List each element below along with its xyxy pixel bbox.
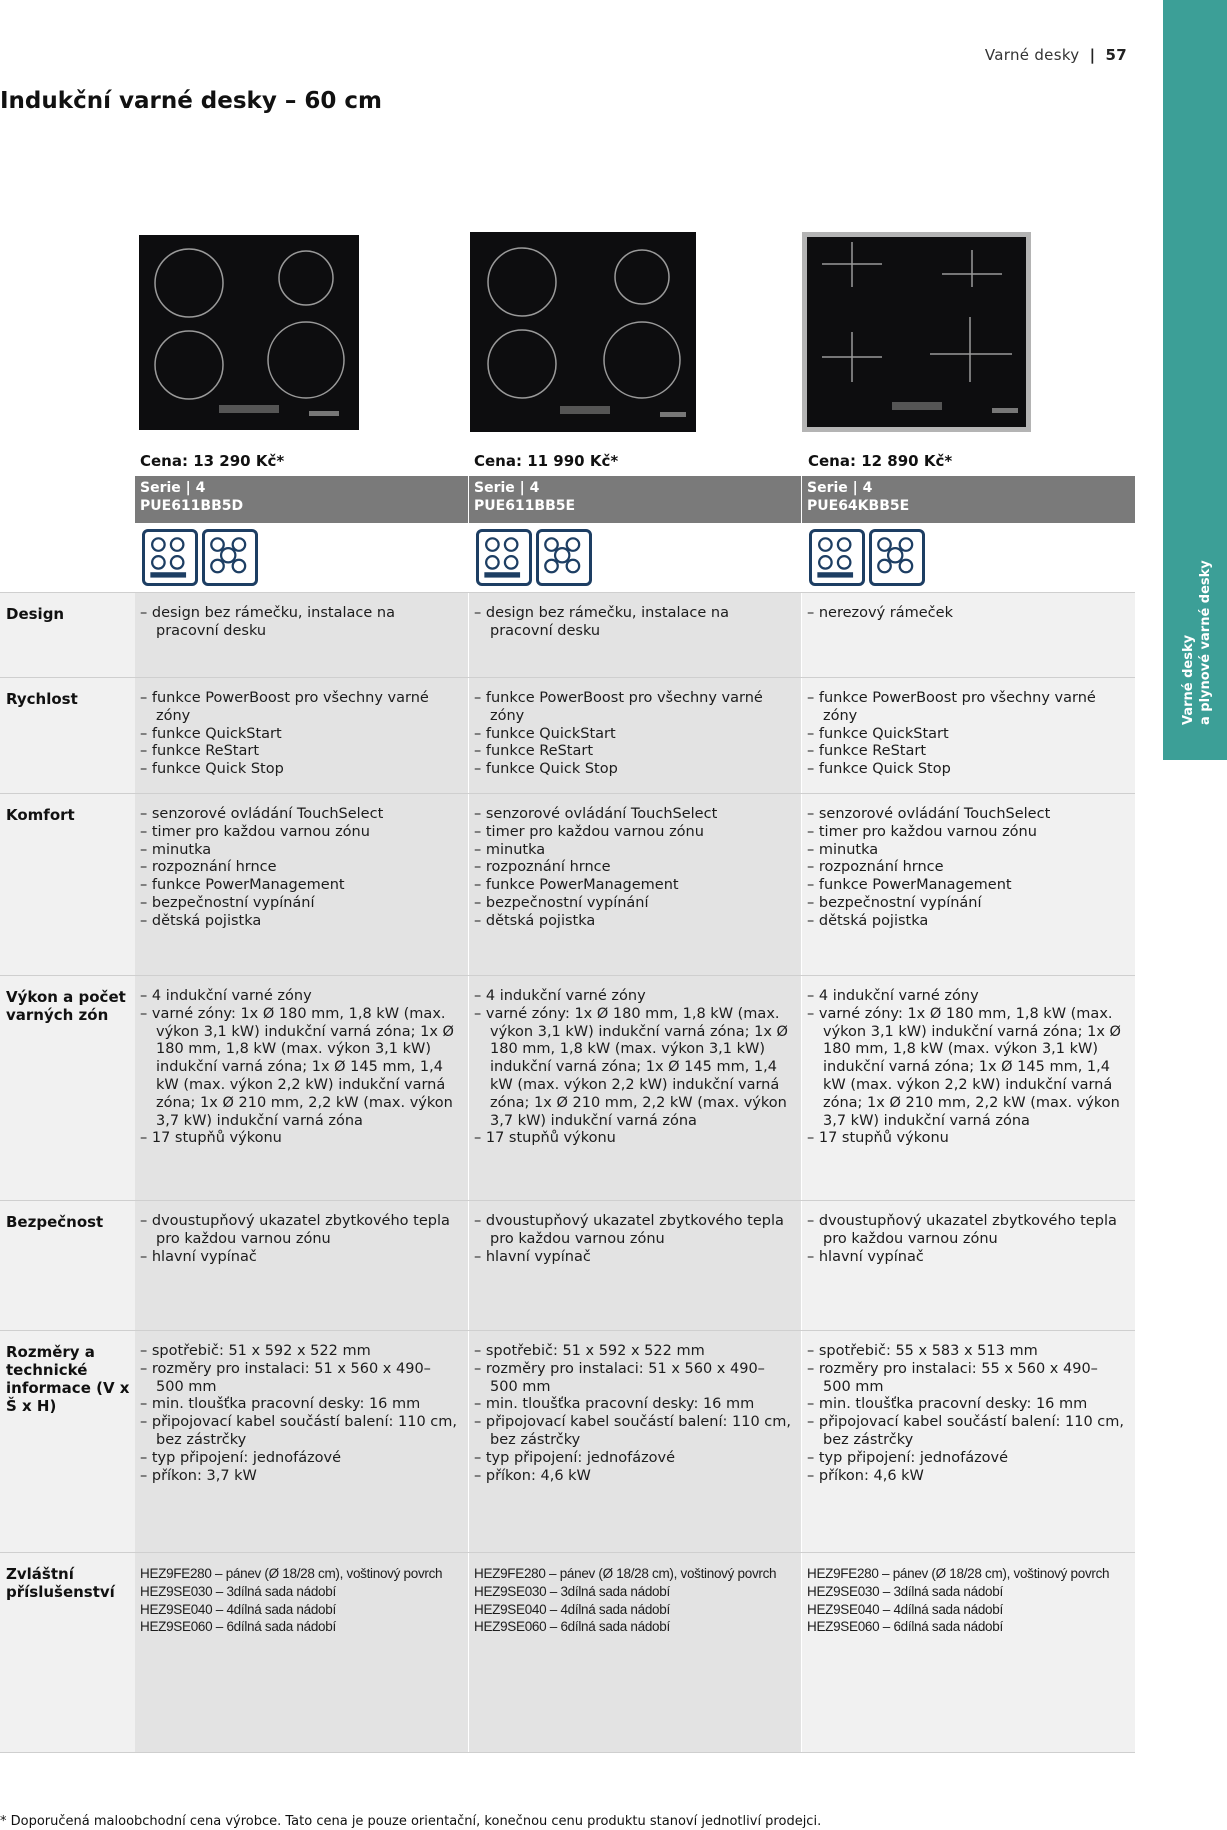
table-cell: [807, 988, 1125, 1148]
table-cell: [474, 806, 792, 931]
serie-label: Serie | 4: [807, 480, 873, 496]
list-item: – funkce PowerManagement: [807, 877, 1125, 895]
table-row: [0, 1330, 1135, 1553]
row-label: Komfort: [6, 806, 75, 824]
list-item: – 17 stupňů výkonu: [140, 1130, 458, 1148]
list-item: – hlavní vypínač: [807, 1249, 1125, 1267]
table-row: [0, 793, 1135, 976]
list-item: – bezpečnostní vypínání: [474, 895, 792, 913]
list-item: – hlavní vypínač: [474, 1249, 792, 1267]
list-item: – funkce PowerManagement: [474, 877, 792, 895]
list-item: – min. tloušťka pracovní desky: 16 mm: [140, 1396, 458, 1414]
list-item: – rozpoznání hrnce: [140, 859, 458, 877]
list-item: – funkce PowerManagement: [140, 877, 458, 895]
list-item: – připojovací kabel součástí balení: 110 cm, bez zástrčky: [140, 1414, 458, 1450]
page-title: Indukční varné desky – 60 cm: [0, 88, 382, 114]
touchselect-icon: [476, 529, 532, 586]
table-cell: [140, 605, 458, 641]
list-item: – příkon: 4,6 kW: [807, 1468, 1125, 1486]
serie-label: Serie | 4: [474, 480, 540, 496]
list-item: – připojovací kabel součástí balení: 110 cm, bez zástrčky: [474, 1414, 792, 1450]
table-cell: [807, 1565, 1125, 1636]
sidebar-label-line2: a plynové varné desky: [1198, 560, 1213, 725]
serie-box-2: [469, 476, 801, 523]
list-item: – připojovací kabel součástí balení: 110 cm, bez zástrčky: [807, 1414, 1125, 1450]
list-item: – rozměry pro instalaci: 51 x 560 x 490–500 mm: [474, 1361, 792, 1397]
list-item: – senzorové ovládání TouchSelect: [807, 806, 1125, 824]
induction-icon: [202, 529, 258, 586]
list-item: – rozměry pro instalaci: 55 x 560 x 490–500 mm: [807, 1361, 1125, 1397]
model-number: PUE64KBB5E: [807, 498, 910, 514]
list-item: – spotřebič: 51 x 592 x 522 mm: [140, 1343, 458, 1361]
list-item: – typ připojení: jednofázové: [474, 1450, 792, 1468]
list-item: – rozměry pro instalaci: 51 x 560 x 490–500 mm: [140, 1361, 458, 1397]
row-label: Rychlost: [6, 690, 78, 708]
list-item: – varné zóny: 1x Ø 180 mm, 1,8 kW (max. výkon 3,1 kW) indukční varná zóna; 1x Ø 180 mm, 1,8 kW (max. výkon 3,1 kW) indukční varná zóna; 1x Ø 145 mm, 1,4 kW (max. výkon 2,2 kW) indukční varná zóna; 1x Ø 210 mm, 2,2 kW (max. výkon 3,7 kW) indukční varná zóna: [140, 1006, 458, 1131]
feature-icons-3: [809, 529, 925, 589]
table-cell: [474, 1565, 792, 1636]
list-item: – minutka: [140, 842, 458, 860]
list-item: – funkce ReStart: [474, 743, 792, 761]
table-end-line: [0, 1752, 1135, 1753]
list-item: HEZ9SE030 – 3dílná sada nádobí: [807, 1583, 1003, 1599]
list-item: – minutka: [474, 842, 792, 860]
table-row: [0, 592, 1135, 678]
list-item: – funkce Quick Stop: [807, 761, 1125, 779]
model-number: PUE611BB5E: [474, 498, 576, 514]
list-item: – dvoustupňový ukazatel zbytkového tepla pro každou varnou zónu: [140, 1213, 458, 1249]
list-item: – bezpečnostní vypínání: [807, 895, 1125, 913]
table-row: [0, 1200, 1135, 1331]
list-item: HEZ9SE030 – 3dílná sada nádobí: [474, 1583, 670, 1599]
list-item: – design bez rámečku, instalace na pracovní desku: [140, 605, 458, 641]
table-cell: [140, 690, 458, 779]
row-label: Design: [6, 605, 65, 623]
price-3: Cena: 12 890 Kč*: [808, 452, 953, 470]
induction-icon: [536, 529, 592, 586]
sidebar-label-line1: Varné desky: [1181, 634, 1196, 725]
price-1: Cena: 13 290 Kč*: [140, 452, 285, 470]
list-item: – 4 indukční varné zóny: [807, 988, 1125, 1006]
product-image-1: [139, 235, 359, 430]
list-item: – funkce PowerBoost pro všechny varné zóny: [474, 690, 792, 726]
table-row: [0, 1552, 1135, 1753]
list-item: – hlavní vypínač: [140, 1249, 458, 1267]
list-item: – typ připojení: jednofázové: [807, 1450, 1125, 1468]
touchselect-icon: [809, 529, 865, 586]
table-cell: [474, 1213, 792, 1266]
list-item: – spotřebič: 51 x 592 x 522 mm: [474, 1343, 792, 1361]
list-item: – timer pro každou varnou zónu: [807, 824, 1125, 842]
list-item: – 4 indukční varné zóny: [140, 988, 458, 1006]
section-name: Varné desky: [984, 46, 1080, 64]
list-item: – spotřebič: 55 x 583 x 513 mm: [807, 1343, 1125, 1361]
list-item: – dětská pojistka: [140, 913, 458, 931]
list-item: HEZ9SE060 – 6dílná sada nádobí: [807, 1619, 1003, 1635]
header-separator: |: [1089, 46, 1096, 64]
list-item: – funkce Quick Stop: [474, 761, 792, 779]
row-label: Rozměry a technické informace (V x Š x H): [6, 1343, 130, 1415]
list-item: – senzorové ovládání TouchSelect: [140, 806, 458, 824]
table-cell: [807, 1343, 1125, 1485]
list-item: HEZ9SE040 – 4dílná sada nádobí: [474, 1601, 670, 1617]
table-cell: [807, 605, 1125, 623]
table-cell: [140, 806, 458, 931]
list-item: – dvoustupňový ukazatel zbytkového tepla pro každou varnou zónu: [807, 1213, 1125, 1249]
row-label: Bezpečnost: [6, 1213, 104, 1231]
serie-box-1: [135, 476, 468, 523]
list-item: – funkce PowerBoost pro všechny varné zóny: [140, 690, 458, 726]
list-item: – funkce ReStart: [140, 743, 458, 761]
serie-label: Serie | 4: [140, 480, 206, 496]
list-item: HEZ9SE040 – 4dílná sada nádobí: [807, 1601, 1003, 1617]
list-item: HEZ9SE060 – 6dílná sada nádobí: [140, 1619, 336, 1635]
list-item: – dvoustupňový ukazatel zbytkového tepla pro každou varnou zónu: [474, 1213, 792, 1249]
table-row: [0, 975, 1135, 1201]
table-row: [0, 677, 1135, 794]
list-item: – design bez rámečku, instalace na pracovní desku: [474, 605, 792, 641]
list-item: – minutka: [807, 842, 1125, 860]
product-image-2: [470, 232, 696, 432]
list-item: – rozpoznání hrnce: [807, 859, 1125, 877]
feature-icons-2: [476, 529, 592, 589]
serie-box-3: [802, 476, 1135, 523]
list-item: – 4 indukční varné zóny: [474, 988, 792, 1006]
list-item: – timer pro každou varnou zónu: [140, 824, 458, 842]
list-item: – rozpoznání hrnce: [474, 859, 792, 877]
list-item: HEZ9FE280 – pánev (Ø 18/28 cm), voštinový povrch: [807, 1566, 1110, 1581]
list-item: – dětská pojistka: [474, 913, 792, 931]
list-item: – funkce Quick Stop: [140, 761, 458, 779]
list-item: HEZ9SE060 – 6dílná sada nádobí: [474, 1619, 670, 1635]
list-item: – nerezový rámeček: [807, 605, 1125, 623]
product-image-3: [802, 232, 1031, 432]
table-cell: [474, 690, 792, 779]
list-item: – varné zóny: 1x Ø 180 mm, 1,8 kW (max. výkon 3,1 kW) indukční varná zóna; 1x Ø 180 mm, 1,8 kW (max. výkon 3,1 kW) indukční varná zóna; 1x Ø 145 mm, 1,4 kW (max. výkon 2,2 kW) indukční varná zóna; 1x Ø 210 mm, 2,2 kW (max. výkon 3,7 kW) indukční varná zóna: [807, 1006, 1125, 1131]
list-item: – příkon: 4,6 kW: [474, 1468, 792, 1486]
list-item: – bezpečnostní vypínání: [140, 895, 458, 913]
list-item: – min. tloušťka pracovní desky: 16 mm: [474, 1396, 792, 1414]
footnote: * Doporučená maloobchodní cena výrobce. Tato cena je pouze orientační, konečnou cenu produktu stanoví jednotliví prodejci.: [0, 1814, 822, 1829]
table-cell: [474, 605, 792, 641]
list-item: – timer pro každou varnou zónu: [474, 824, 792, 842]
table-cell: [474, 1343, 792, 1485]
page-header: [985, 46, 1127, 64]
list-item: – funkce PowerBoost pro všechny varné zóny: [807, 690, 1125, 726]
list-item: – funkce QuickStart: [474, 726, 792, 744]
list-item: – funkce QuickStart: [140, 726, 458, 744]
table-cell: [807, 690, 1125, 779]
list-item: – min. tloušťka pracovní desky: 16 mm: [807, 1396, 1125, 1414]
list-item: – funkce ReStart: [807, 743, 1125, 761]
row-label: Výkon a počet varných zón: [6, 988, 126, 1024]
list-item: – dětská pojistka: [807, 913, 1125, 931]
page-number: 57: [1105, 46, 1127, 64]
table-cell: [140, 1565, 458, 1636]
list-item: – typ připojení: jednofázové: [140, 1450, 458, 1468]
sidebar-label: [1180, 465, 1214, 725]
table-cell: [140, 1343, 458, 1485]
list-item: – 17 stupňů výkonu: [807, 1130, 1125, 1148]
touchselect-icon: [142, 529, 198, 586]
list-item: HEZ9FE280 – pánev (Ø 18/28 cm), voštinový povrch: [474, 1566, 777, 1581]
list-item: – příkon: 3,7 kW: [140, 1468, 458, 1486]
induction-icon: [869, 529, 925, 586]
list-item: – varné zóny: 1x Ø 180 mm, 1,8 kW (max. výkon 3,1 kW) indukční varná zóna; 1x Ø 180 mm, 1,8 kW (max. výkon 3,1 kW) indukční varná zóna; 1x Ø 145 mm, 1,4 kW (max. výkon 2,2 kW) indukční varná zóna; 1x Ø 210 mm, 2,2 kW (max. výkon 3,7 kW) indukční varná zóna: [474, 1006, 792, 1131]
list-item: – funkce QuickStart: [807, 726, 1125, 744]
feature-icons-1: [142, 529, 258, 589]
table-cell: [140, 988, 458, 1148]
row-label: Zvláštní příslušenství: [6, 1565, 115, 1601]
list-item: HEZ9FE280 – pánev (Ø 18/28 cm), voštinový povrch: [140, 1566, 443, 1581]
list-item: HEZ9SE040 – 4dílná sada nádobí: [140, 1601, 336, 1617]
table-cell: [474, 988, 792, 1148]
table-cell: [140, 1213, 458, 1266]
model-number: PUE611BB5D: [140, 498, 244, 514]
table-cell: [807, 806, 1125, 931]
price-2: Cena: 11 990 Kč*: [474, 452, 619, 470]
list-item: – 17 stupňů výkonu: [474, 1130, 792, 1148]
list-item: HEZ9SE030 – 3dílná sada nádobí: [140, 1583, 336, 1599]
list-item: – senzorové ovládání TouchSelect: [474, 806, 792, 824]
table-cell: [807, 1213, 1125, 1266]
